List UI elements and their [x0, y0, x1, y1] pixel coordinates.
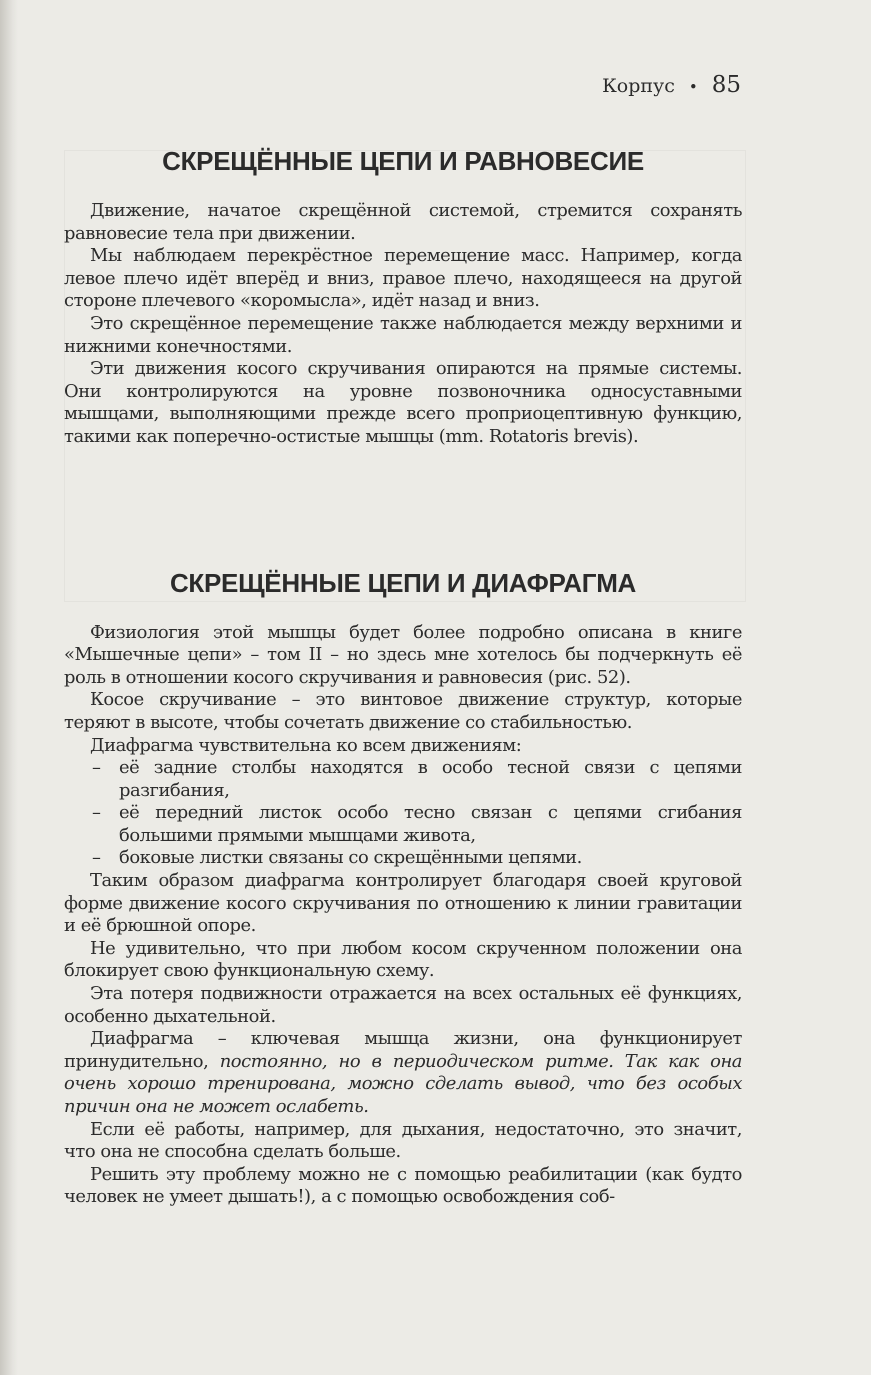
header-section: Корпус: [602, 75, 675, 97]
emphasis-text: постоянно, но в периодическом ритме. Так как она очень хорошо тренирована, можно сделать вывод, что без особых причин она не может ослабеть.: [64, 1050, 742, 1117]
section-title: СКРЕЩЁННЫЕ ЦЕПИ И РАВНОВЕСИЕ: [162, 146, 644, 176]
header-separator: •: [688, 78, 698, 96]
dash-list: [64, 757, 742, 870]
paragraph: Косое скручивание – это винтовое движение структур, которые теряют в высоте, чтобы сочетать движение со стабильностью.: [64, 689, 742, 733]
paragraph: Решить эту проблему можно не с помощью реабилитации (как будто человек не умеет дышать!), а с помощью освобождения соб-: [64, 1163, 742, 1208]
paragraph: [64, 1028, 742, 1118]
list-item-text: боковые листки связаны со скрещёнными цепями.: [119, 847, 582, 869]
paragraph: Не удивительно, что при любом косом скрученном положении она блокирует свою функциональную схему.: [64, 937, 742, 982]
paragraph: Диафрагма чувствительна ко всем движениям:: [90, 734, 522, 756]
list-item: [64, 802, 742, 847]
page-number: 85: [711, 72, 741, 98]
paragraph: Эта потеря подвижности отражается на всех остальных её функциях, особенно дыхательной.: [64, 983, 742, 1027]
paragraph: Если её работы, например, для дыхания, недостаточно, это значит, что она не способна сделать больше.: [64, 1118, 742, 1163]
list-item: [64, 847, 742, 870]
page-body: [64, 143, 742, 1209]
list-dash: –: [92, 757, 101, 779]
list-dash: –: [92, 802, 101, 824]
paragraph-text: Диафрагма – ключевая мышца жизни, она функционирует принудительно,: [64, 1028, 742, 1072]
paragraph: Движение, начатое скрещённой системой, стремится сохранять равновесие тела при движении.: [64, 200, 742, 244]
paragraph: Физиология этой мышцы будет более подробно описана в книге «Мышечные цепи» – том II – но здесь мне хотелось бы подчеркнуть её роль в отношении косого скручивания и равновесия (рис. 52).: [64, 621, 742, 688]
book-spine-shadow: [0, 0, 18, 1375]
section-title: СКРЕЩЁННЫЕ ЦЕПИ И ДИАФРАГМА: [169, 567, 637, 598]
paragraph: Это скрещённое перемещение также наблюдается между верхними и нижними конечностями.: [64, 312, 742, 357]
paragraph: Таким образом диафрагма контролирует благодаря своей круговой форме движение косого скручивания по отношению к линии гравитации и её брюшной опоре.: [64, 870, 742, 937]
list-dash: –: [92, 847, 101, 869]
list-item-text: её задние столбы находятся в особо тесной связи с цепями разгибания,: [119, 757, 742, 801]
paragraph: Эти движения косого скручивания опираются на прямые системы. Они контролируются на уровне позвоночника односуставными мышцами, выполняющими прежде всего проприоцептивную функцию, такими как поперечно-остистые мышцы (mm. Rotatoris brevis).: [64, 358, 742, 447]
list-item: [64, 757, 742, 802]
list-item-text: её передний листок особо тесно связан с цепями сгибания большими прямыми мышцами живота,: [119, 802, 742, 846]
running-header: [602, 72, 741, 98]
paragraph: Мы наблюдаем перекрёстное перемещение масс. Например, когда левое плечо идёт вперёд и вниз, правое плечо, находящееся на другой стороне плечевого «коромысла», идёт назад и вниз.: [64, 245, 742, 312]
